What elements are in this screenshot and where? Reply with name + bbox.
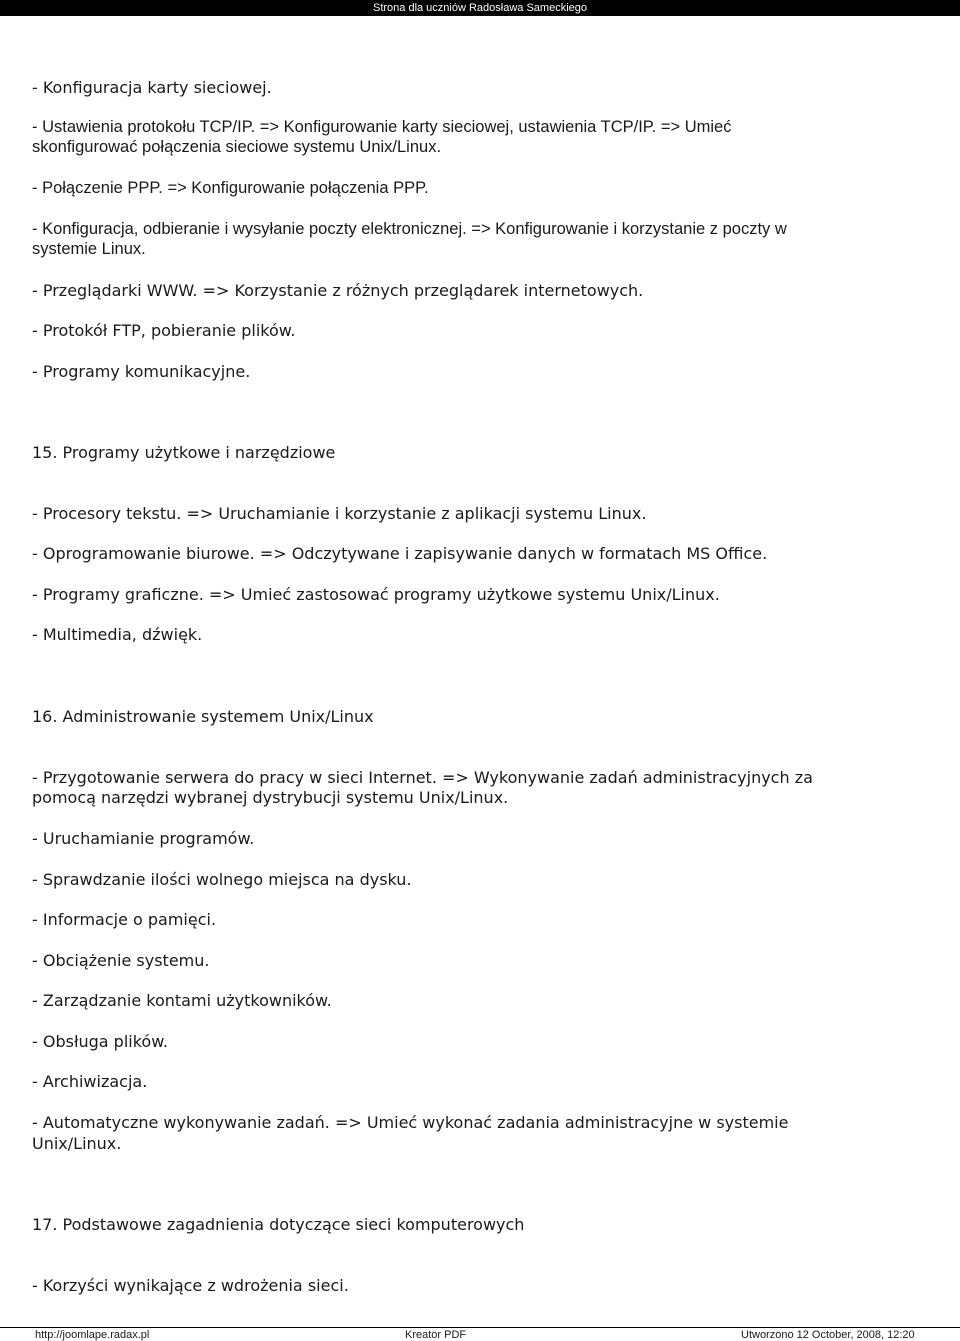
text-line: skonfigurować połączenia sieciowe systemu Unix/Linux. — [32, 138, 442, 156]
text-line: - Protokół FTP, pobieranie plików. — [32, 321, 296, 340]
page-footer — [0, 1327, 960, 1340]
header-bar — [0, 0, 960, 16]
text-line: systemie Linux. — [32, 240, 146, 258]
section-heading: 17. Podstawowe zagadnienia dotyczące sieci komputerowych — [32, 1215, 525, 1234]
text-line: Unix/Linux. — [32, 1134, 122, 1153]
text-line: - Oprogramowanie biurowe. => Odczytywane i zapisywanie danych w formatach MS Office. — [32, 544, 768, 563]
section-heading: 15. Programy użytkowe i narzędziowe — [32, 443, 336, 462]
text-line: - Uruchamianie programów. — [32, 829, 255, 848]
text-line: - Konfiguracja karty sieciowej. — [32, 78, 272, 97]
text-line: - Połączenie PPP. => Konfigurowanie połączenia PPP. — [32, 179, 429, 197]
text-line: - Programy graficzne. => Umieć zastosować programy użytkowe systemu Unix/Linux. — [32, 585, 720, 604]
text-line: - Informacje o pamięci. — [32, 910, 217, 929]
text-line: - Przygotowanie serwera do pracy w sieci Internet. => Wykonywanie zadań administracyjnych za — [32, 768, 813, 787]
text-line: - Obciążenie systemu. — [32, 951, 210, 970]
text-line: - Ustawienia protokołu TCP/IP. => Konfigurowanie karty sieciowej, ustawienia TCP/IP. => Umieć — [32, 118, 732, 136]
text-line: - Multimedia, dźwięk. — [32, 625, 203, 644]
text-line: - Automatyczne wykonywanie zadań. => Umieć wykonać zadania administracyjne w systemie — [32, 1113, 789, 1132]
header-title: Strona dla uczniów Radosława Sameckiego — [372, 2, 587, 14]
footer-creator: Kreator PDF — [405, 1329, 467, 1341]
text-line: - Obsługa plików. — [32, 1032, 168, 1051]
section-heading: 16. Administrowanie systemem Unix/Linux — [32, 707, 374, 726]
text-line: - Procesory tekstu. => Uruchamianie i korzystanie z aplikacji systemu Linux. — [32, 504, 647, 523]
footer-date: Utworzono 12 October, 2008, 12:20 — [741, 1329, 915, 1341]
text-line: - Zarządzanie kontami użytkowników. — [32, 991, 332, 1010]
footer-url: http://joomlape.radax.pl — [35, 1329, 150, 1341]
text-line: - Sprawdzanie ilości wolnego miejsca na dysku. — [32, 870, 412, 889]
text-line: - Konfiguracja, odbieranie i wysyłanie poczty elektronicznej. => Konfigurowanie i korzystanie z poczty w — [32, 220, 787, 238]
text-line: - Archiwizacja. — [32, 1072, 148, 1091]
text-line: - Przeglądarki WWW. => Korzystanie z różnych przeglądarek internetowych. — [32, 281, 644, 300]
text-line: - Programy komunikacyjne. — [32, 362, 251, 381]
text-line: - Korzyści wynikające z wdrożenia sieci. — [32, 1276, 349, 1295]
text-line: pomocą narzędzi wybranej dystrybucji systemu Unix/Linux. — [32, 788, 509, 807]
